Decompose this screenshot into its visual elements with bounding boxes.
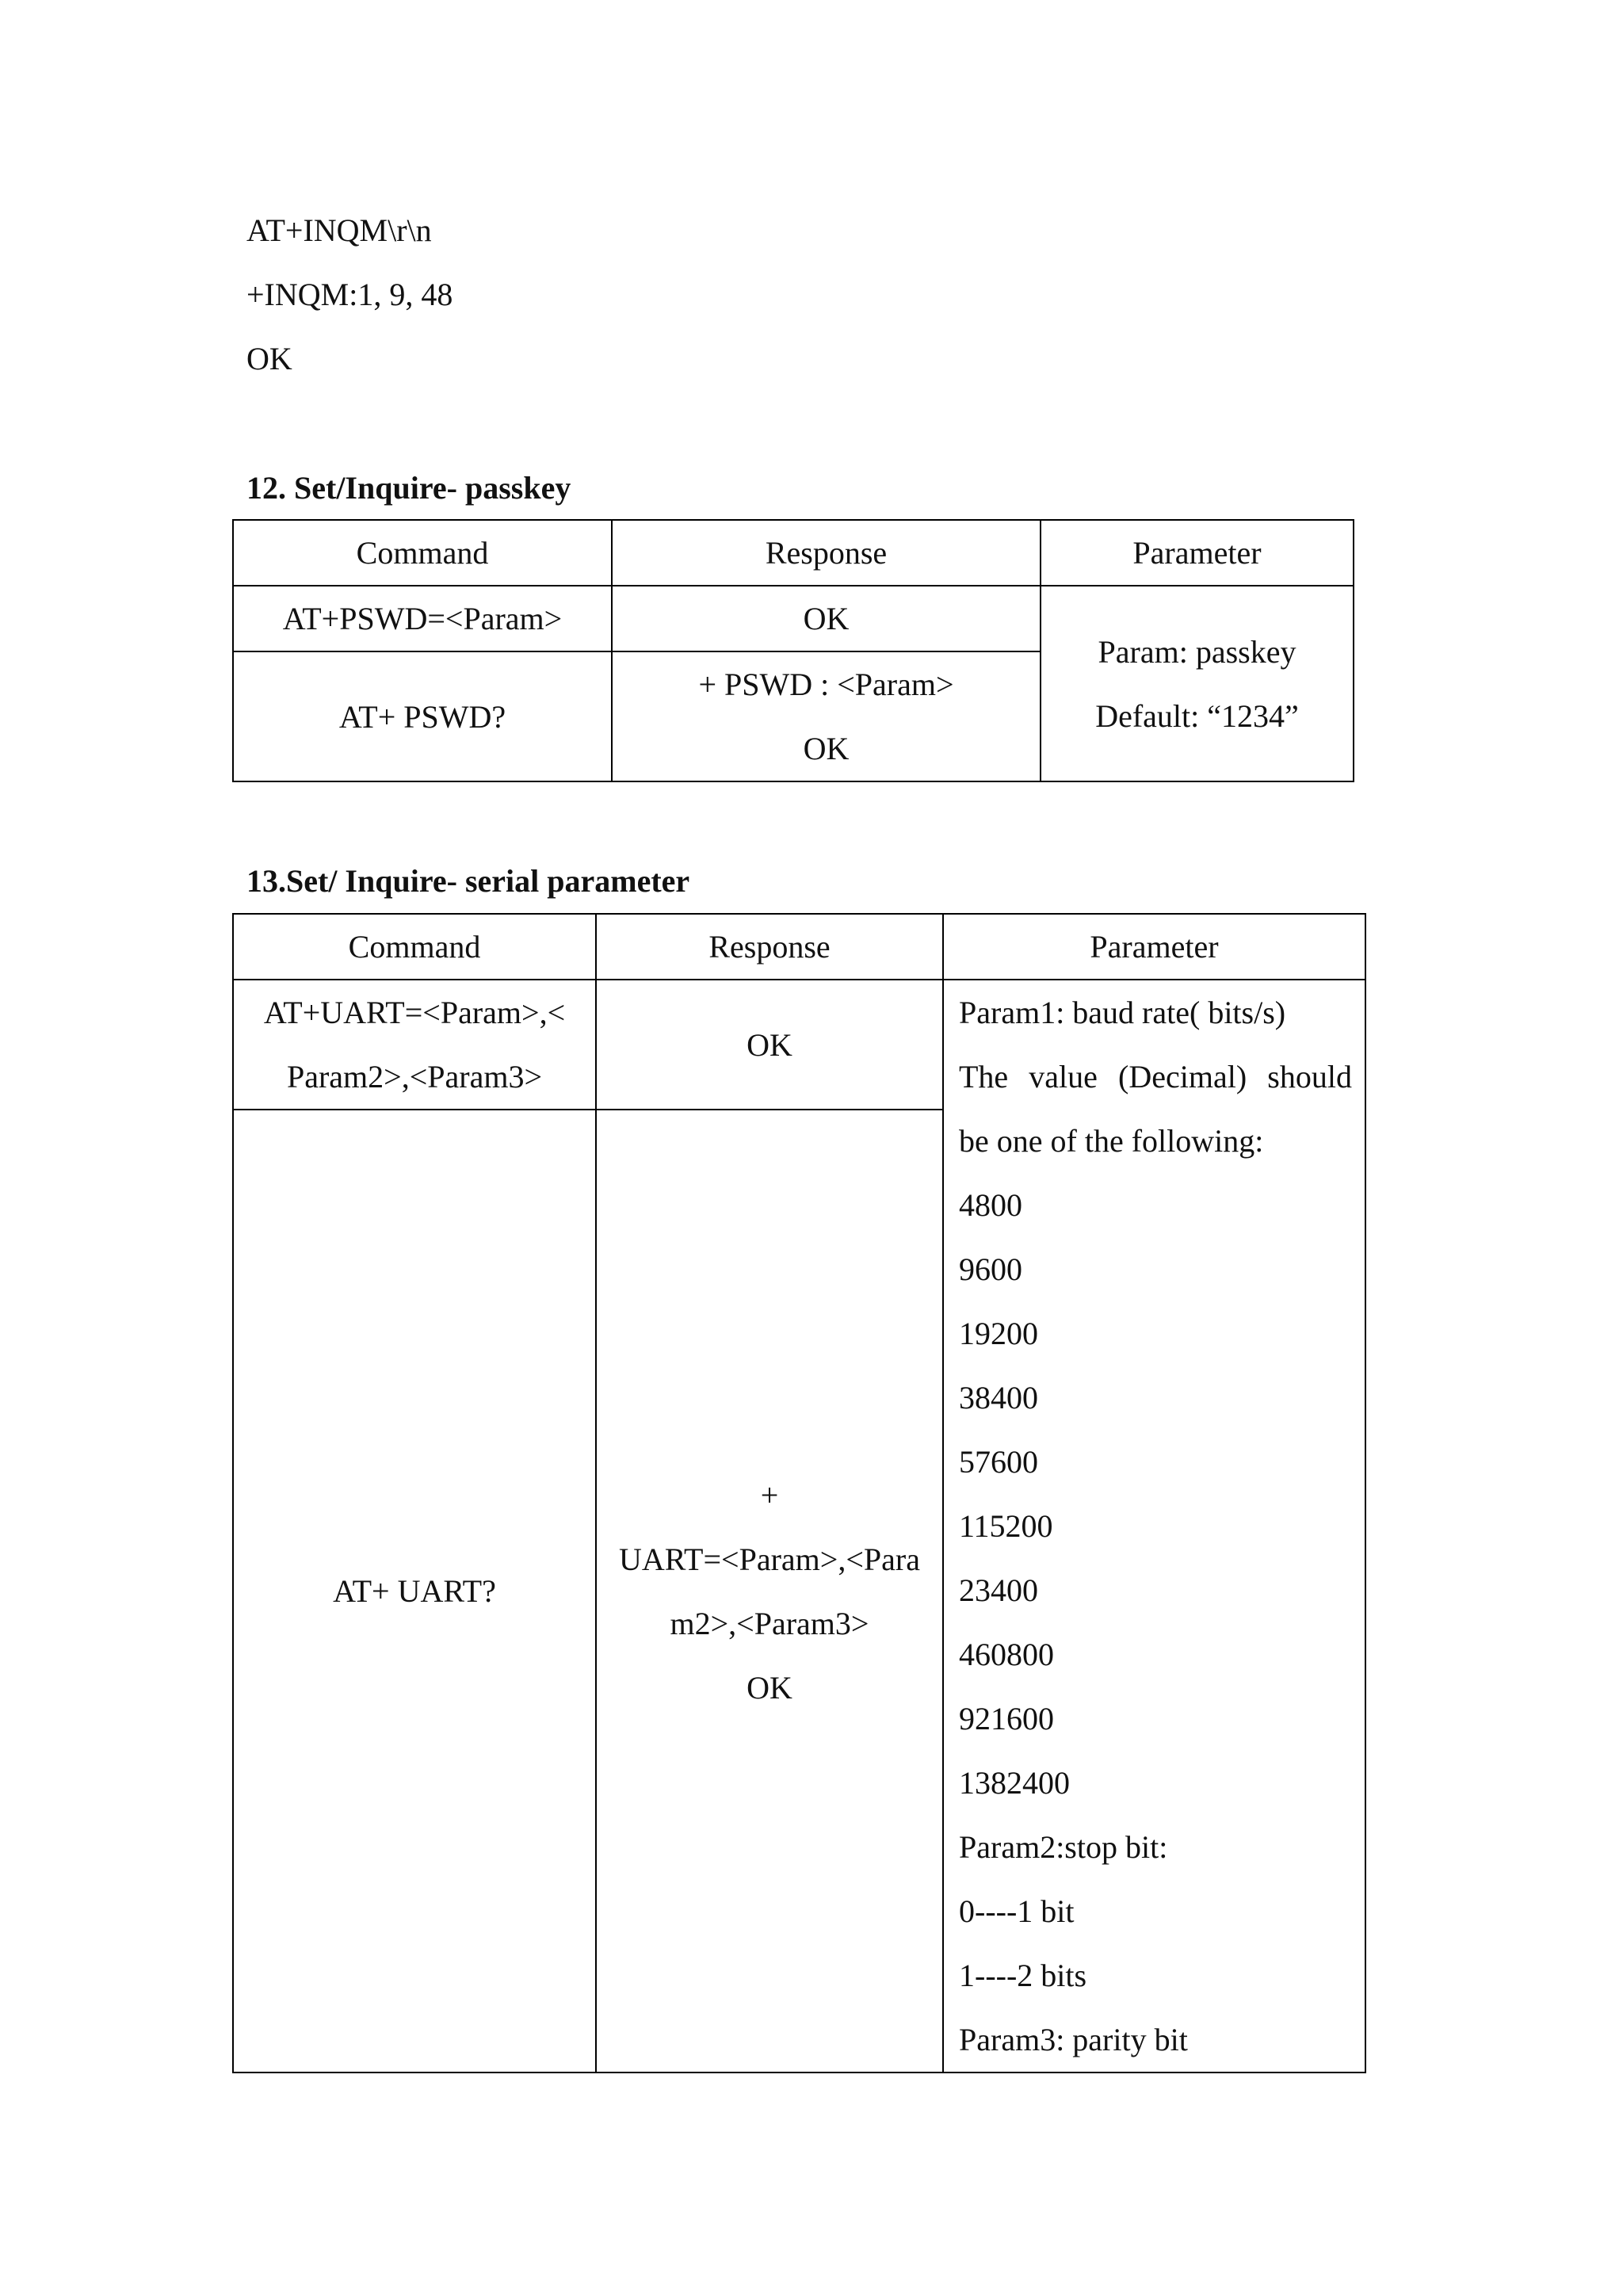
section-13-heading: 13.Set/ Inquire- serial parameter — [246, 863, 690, 899]
response-inquire-uart: + UART=<Param>,<Para m2>,<Param3> OK — [596, 1110, 943, 2073]
header-parameter: Parameter — [943, 914, 1365, 980]
intro-line-2: +INQM:1, 9, 48 — [246, 277, 453, 312]
baud-option: 4800 — [959, 1187, 1022, 1223]
parameter-passkey: Param: passkey Default: “1234” — [1041, 586, 1354, 781]
parameter-uart: Param1: baud rate( bits/s) The value (Decimal) should be one of the following: 4800 9600 19200 38400 57600 115200 23400 460800 921600 1382400 Param2:stop bit: 0----1 bit 1----2 bits Param3: parity bit — [943, 980, 1365, 2073]
response-inquire-passkey: + PSWD : <Param> OK — [612, 651, 1041, 781]
header-response: Response — [612, 520, 1041, 586]
stop-bit-option: 0----1 bit — [959, 1893, 1075, 1929]
intro-line-3: OK — [246, 341, 292, 376]
response-set-passkey: OK — [612, 586, 1041, 651]
baud-option: 19200 — [959, 1316, 1038, 1351]
baud-option: 921600 — [959, 1701, 1054, 1736]
intro-line-1: AT+INQM\r\n — [246, 212, 432, 248]
command-inquire-passkey: AT+ PSWD? — [233, 651, 612, 781]
baud-option: 23400 — [959, 1572, 1038, 1608]
header-parameter: Parameter — [1041, 520, 1354, 586]
header-command: Command — [233, 520, 612, 586]
baud-option: 38400 — [959, 1380, 1038, 1415]
param3-label: Param3: parity bit — [959, 2022, 1188, 2057]
header-command: Command — [233, 914, 596, 980]
header-response: Response — [596, 914, 943, 980]
baud-option: 1382400 — [959, 1765, 1070, 1801]
command-inquire-uart: AT+ UART? — [233, 1110, 596, 2073]
passkey-table — [232, 519, 1354, 782]
baud-option: 460800 — [959, 1637, 1054, 1672]
param2-label: Param2:stop bit: — [959, 1829, 1168, 1865]
param1-description: The value (Decimal) should — [959, 1059, 1352, 1095]
section-12-heading: 12. Set/Inquire- passkey — [246, 470, 571, 506]
command-set-passkey: AT+PSWD=<Param> — [233, 586, 612, 651]
baud-option: 115200 — [959, 1508, 1053, 1544]
serial-parameter-table — [232, 913, 1366, 2073]
response-set-uart: OK — [596, 980, 943, 1110]
command-set-uart: AT+UART=<Param>,< Param2>,<Param3> — [233, 980, 596, 1110]
baud-option: 9600 — [959, 1251, 1022, 1287]
baud-option: 57600 — [959, 1444, 1038, 1480]
stop-bit-option: 1----2 bits — [959, 1958, 1087, 1993]
param1-label: Param1: baud rate( bits/s) — [959, 995, 1286, 1030]
